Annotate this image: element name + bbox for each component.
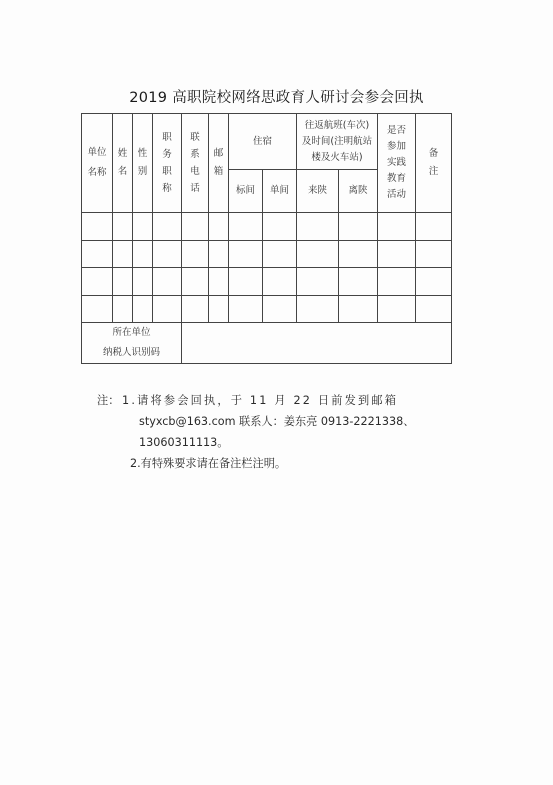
- header-lodging-label: 住宿: [252, 135, 272, 147]
- header-gender: [133, 114, 153, 213]
- note-item-1-line-2: styxcb@163.com 联系人：姜东亮 0913-2221338、: [139, 415, 415, 428]
- table-cell[interactable]: [182, 241, 209, 268]
- table-cell[interactable]: [82, 296, 113, 323]
- header-travel: [297, 114, 378, 170]
- tax-id-value-cell[interactable]: [182, 323, 452, 364]
- header-depart: [339, 170, 378, 213]
- header-arrive-label: 来陕: [307, 185, 327, 197]
- table-cell[interactable]: [297, 241, 339, 268]
- table-cell[interactable]: [133, 241, 153, 268]
- header-practice: [378, 114, 416, 213]
- table-cell[interactable]: [339, 296, 378, 323]
- table-cell[interactable]: [153, 241, 182, 268]
- table-cell[interactable]: [133, 296, 153, 323]
- table-cell[interactable]: [133, 213, 153, 241]
- header-name-label: 姓名: [117, 148, 128, 177]
- table-row: [82, 213, 452, 241]
- header-lodging-standard: [229, 170, 263, 213]
- note-item-1-line-3: 13060311113。: [139, 436, 229, 449]
- table-cell[interactable]: [133, 268, 153, 296]
- tax-id-label: 所在单位 纳税人识别码: [102, 327, 160, 358]
- notes-label: 注：: [97, 394, 120, 407]
- header-unit-name: [82, 114, 113, 213]
- header-position-label: 职务职称: [162, 132, 172, 194]
- header-remarks-label: 备注: [428, 148, 439, 177]
- table-cell[interactable]: [229, 296, 263, 323]
- table-cell[interactable]: [82, 268, 113, 296]
- header-lodging-single: [263, 170, 297, 213]
- table-cell[interactable]: [416, 296, 452, 323]
- tax-id-label-cell: [82, 323, 182, 364]
- table-cell[interactable]: [263, 241, 297, 268]
- table-cell[interactable]: [82, 241, 113, 268]
- tax-id-row: [82, 323, 452, 364]
- table-cell[interactable]: [263, 296, 297, 323]
- header-remarks: [416, 114, 452, 213]
- table-cell[interactable]: [378, 241, 416, 268]
- table-cell[interactable]: [209, 213, 229, 241]
- header-name: [113, 114, 133, 213]
- table-cell[interactable]: [82, 213, 113, 241]
- table-cell[interactable]: [153, 213, 182, 241]
- page-title: 2019 高职院校网络思政育人研讨会参会回执: [129, 90, 424, 106]
- header-arrive: [297, 170, 339, 213]
- table-cell[interactable]: [153, 296, 182, 323]
- header-position: [153, 114, 182, 213]
- table-cell[interactable]: [339, 213, 378, 241]
- table-cell[interactable]: [297, 213, 339, 241]
- table-cell[interactable]: [113, 241, 133, 268]
- table-cell[interactable]: [209, 296, 229, 323]
- table-cell[interactable]: [229, 268, 263, 296]
- header-practice-label: 是否参加实践教育活动: [386, 125, 406, 200]
- table-cell[interactable]: [182, 213, 209, 241]
- header-unit-name-label: 单位名称: [87, 147, 107, 178]
- table-cell[interactable]: [416, 241, 452, 268]
- header-travel-label: 往返航班(车次)及时间(注明航站楼及火车站): [301, 119, 373, 163]
- table-cell[interactable]: [113, 268, 133, 296]
- header-email: [209, 114, 229, 213]
- table-cell[interactable]: [378, 296, 416, 323]
- header-depart-label: 离陕: [348, 185, 368, 197]
- table-cell[interactable]: [182, 296, 209, 323]
- table-cell[interactable]: [416, 268, 452, 296]
- table-cell[interactable]: [378, 268, 416, 296]
- notes-section: [97, 390, 447, 474]
- registration-form-table: [81, 113, 452, 364]
- table-cell[interactable]: [339, 241, 378, 268]
- header-lodging-standard-label: 标间: [235, 185, 255, 197]
- header-email-label: 邮箱: [213, 148, 224, 177]
- table-cell[interactable]: [416, 213, 452, 241]
- table-cell[interactable]: [297, 268, 339, 296]
- table-cell[interactable]: [263, 268, 297, 296]
- table-cell[interactable]: [339, 268, 378, 296]
- table-cell[interactable]: [209, 241, 229, 268]
- table-cell[interactable]: [113, 296, 133, 323]
- table-cell[interactable]: [297, 296, 339, 323]
- table-cell[interactable]: [209, 268, 229, 296]
- table-cell[interactable]: [229, 241, 263, 268]
- table-row: [82, 296, 452, 323]
- header-gender-label: 性别: [137, 148, 148, 177]
- table-row: [82, 268, 452, 296]
- header-phone-label: 联系电话: [190, 132, 200, 194]
- table-cell[interactable]: [113, 213, 133, 241]
- note-item-2: 2.有特殊要求请在备注栏注明。: [130, 457, 287, 470]
- header-phone: [182, 114, 209, 213]
- header-lodging: [229, 114, 297, 170]
- table-cell[interactable]: [182, 268, 209, 296]
- note-item-1-line-1: 1.请将参会回执，于 11 月 22 日前发到邮箱: [122, 394, 399, 407]
- header-lodging-single-label: 单间: [269, 185, 289, 197]
- table-cell[interactable]: [229, 213, 263, 241]
- table-cell[interactable]: [263, 213, 297, 241]
- table-cell[interactable]: [378, 213, 416, 241]
- table-row: [82, 241, 452, 268]
- table-cell[interactable]: [153, 268, 182, 296]
